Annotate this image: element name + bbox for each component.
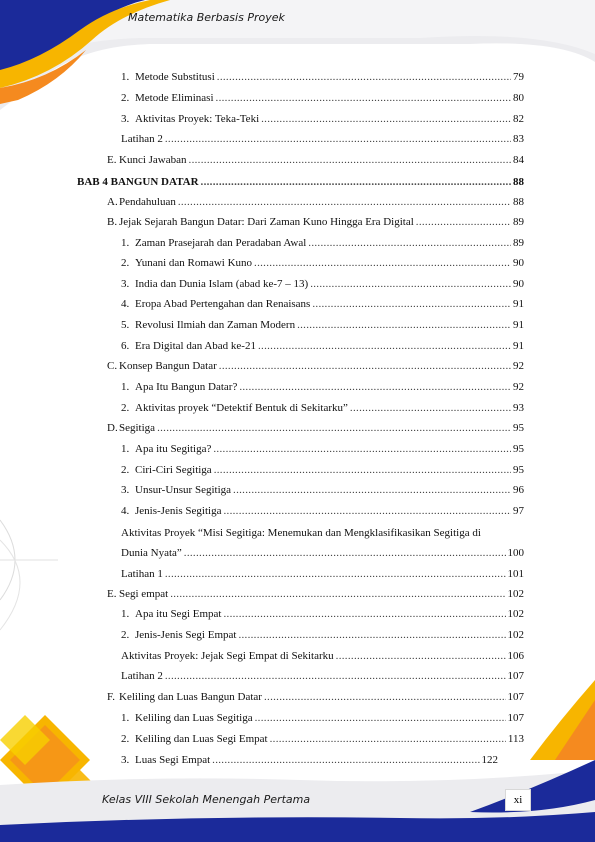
toc-number: 1.	[121, 71, 130, 83]
toc-title: Apa itu Segi Empat	[135, 608, 222, 620]
toc-title: Era Digital dan Abad ke-21	[135, 340, 256, 352]
toc-leader	[217, 71, 511, 84]
toc-page: 107	[507, 670, 524, 682]
toc-title: Jejak Sejarah Bangun Datar: Dari Zaman Kuno Hingga Era Digital	[119, 216, 414, 228]
toc-title: Yunani dan Romawi Kuno	[135, 257, 253, 269]
toc-leader	[416, 216, 511, 229]
toc-title: India dan Dunia Islam (abad ke-7 – 13)	[135, 278, 309, 290]
toc-row[interactable]	[121, 547, 524, 560]
toc-number: 2.	[121, 629, 130, 641]
toc-chapter-row[interactable]	[77, 176, 524, 189]
toc-leader	[212, 754, 479, 767]
toc-title: Revolusi Ilmiah dan Zaman Modern	[135, 319, 296, 331]
toc-page: 122	[481, 754, 498, 766]
toc-leader	[165, 670, 506, 683]
toc-row[interactable]	[121, 381, 524, 394]
toc-number: 4.	[121, 505, 130, 517]
toc-row[interactable]	[121, 733, 524, 746]
toc-page: 83	[513, 133, 524, 145]
toc-leader	[201, 176, 511, 189]
toc-page: 89	[513, 237, 524, 249]
toc-number: 6.	[121, 340, 130, 352]
toc-row[interactable]	[121, 319, 524, 332]
toc-number: E.	[107, 154, 117, 166]
toc-title: Segitiga	[119, 422, 156, 434]
toc-number: 1.	[121, 381, 130, 393]
toc-number: 2.	[121, 92, 130, 104]
toc-page: 107	[507, 712, 524, 724]
toc-page: 91	[513, 340, 524, 352]
toc-leader	[336, 650, 506, 663]
toc-page: 79	[513, 71, 524, 83]
toc-leader	[178, 196, 511, 209]
toc-title: Aktivitas Proyek: Jejak Segi Empat di Sekitarku	[121, 650, 334, 662]
toc-page: 100	[507, 547, 524, 559]
toc-number: 3.	[121, 754, 130, 766]
toc-page: 88	[513, 176, 524, 188]
toc-leader	[310, 278, 511, 291]
toc-page: 107	[507, 691, 524, 703]
toc-title: Keliling dan Luas Segi Empat	[135, 733, 268, 745]
header-title: Matematika Berbasis Proyek	[128, 11, 285, 24]
toc-row[interactable]	[121, 650, 524, 663]
toc-row[interactable]	[121, 92, 524, 105]
toc-number: F.	[107, 691, 115, 703]
toc-row[interactable]	[121, 402, 524, 415]
toc-title: Apa itu Segitiga?	[135, 443, 212, 455]
toc-leader	[255, 712, 506, 725]
toc-page: 113	[507, 733, 524, 745]
toc-number: 1.	[121, 712, 130, 724]
toc-chapter-title: BAB 4 BANGUN DATAR	[77, 176, 199, 188]
toc-title: Jenis-Jenis Segi Empat	[135, 629, 237, 641]
toc-number: 4.	[121, 298, 130, 310]
toc-row[interactable]	[121, 505, 524, 518]
toc-row[interactable]	[107, 154, 524, 167]
toc-row[interactable]	[107, 360, 524, 373]
toc-number: 1.	[121, 237, 130, 249]
toc-row[interactable]	[121, 278, 524, 291]
toc-leader	[258, 340, 511, 353]
toc-page: 95	[513, 464, 524, 476]
toc-title: Latihan 2	[121, 670, 163, 682]
toc-leader	[189, 154, 511, 167]
toc-number: C.	[107, 360, 118, 372]
toc-title: Segi empat	[119, 588, 169, 600]
toc-number: 2.	[121, 402, 130, 414]
toc-leader	[170, 588, 505, 601]
toc-page: 90	[513, 278, 524, 290]
toc-page: 80	[513, 92, 524, 104]
toc-page: 95	[513, 443, 524, 455]
toc-page: 106	[507, 650, 524, 662]
toc-row[interactable]	[121, 670, 524, 683]
toc-number: E.	[107, 588, 117, 600]
toc-title: Luas Segi Empat	[135, 754, 211, 766]
footer-text: Kelas VIII Sekolah Menengah Pertama	[102, 793, 311, 806]
toc-page: 88	[513, 196, 524, 208]
toc-title: Jenis-Jenis Segitiga	[135, 505, 222, 517]
toc-row[interactable]	[121, 298, 524, 311]
toc-title: Konsep Bangun Datar	[119, 360, 217, 372]
toc-title: Metode Eliminasi	[135, 92, 214, 104]
toc-row[interactable]	[107, 691, 524, 704]
toc-title: Zaman Prasejarah dan Peradaban Awal	[135, 237, 307, 249]
toc-number: 3.	[121, 278, 130, 290]
toc-leader	[264, 691, 506, 704]
toc-leader	[165, 568, 506, 581]
toc-number: 3.	[121, 113, 130, 125]
toc-number: 2.	[121, 733, 130, 745]
toc-leader	[216, 92, 511, 105]
toc-title: Unsur-Unsur Segitiga	[135, 484, 232, 496]
toc-page: 101	[507, 568, 524, 580]
toc-leader	[223, 505, 511, 518]
toc-row[interactable]	[121, 133, 524, 146]
toc-title: Aktivitas proyek “Detektif Bentuk di Sekitarku”	[135, 402, 348, 414]
page-number: xi	[505, 789, 531, 811]
toc-row[interactable]	[107, 216, 524, 229]
toc-page: 90	[513, 257, 524, 269]
toc-leader	[213, 443, 511, 456]
toc-page: 96	[513, 484, 524, 496]
toc-page: 89	[513, 216, 524, 228]
toc-title: Apa Itu Bangun Datar?	[135, 381, 238, 393]
toc-row[interactable]	[121, 71, 524, 84]
toc-page: 102	[507, 608, 524, 620]
toc-page: 91	[513, 319, 524, 331]
toc-leader	[308, 237, 511, 250]
toc-page: 84	[513, 154, 524, 166]
toc-title: Aktivitas Proyek: Teka-Teki	[135, 113, 260, 125]
toc-row[interactable]	[121, 712, 524, 725]
toc-leader	[254, 257, 511, 270]
toc-title: Keliling dan Luas Segitiga	[135, 712, 253, 724]
toc-title-line1[interactable]: Aktivitas Proyek “Misi Segitiga: Menemukan dan Mengklasifikasikan Segitiga di	[121, 527, 481, 539]
toc-row[interactable]	[107, 422, 524, 435]
toc-title: Pendahuluan	[119, 196, 176, 208]
toc-page: 95	[513, 422, 524, 434]
toc-number: 1.	[121, 443, 130, 455]
toc-leader	[219, 360, 511, 373]
toc-leader	[233, 484, 511, 497]
toc-title: Latihan 1	[121, 568, 163, 580]
toc-leader	[184, 547, 506, 560]
toc-leader	[223, 608, 505, 621]
toc-leader	[312, 298, 511, 311]
toc-row[interactable]	[107, 196, 524, 209]
toc-leader	[270, 733, 506, 746]
toc-title: Metode Substitusi	[135, 71, 215, 83]
toc-row[interactable]	[121, 464, 524, 477]
toc-page: 102	[507, 629, 524, 641]
toc-page: 93	[513, 402, 524, 414]
toc-row[interactable]	[121, 754, 498, 767]
toc-leader	[238, 629, 505, 642]
toc-title: Latihan 2	[121, 133, 163, 145]
toc-number: 5.	[121, 319, 130, 331]
toc-title: Kunci Jawaban	[119, 154, 187, 166]
toc-row[interactable]	[121, 113, 524, 126]
toc-row[interactable]	[121, 237, 524, 250]
toc-title: Dunia Nyata”	[121, 547, 182, 559]
toc-number: A.	[107, 196, 118, 208]
toc-title: Ciri-Ciri Segitiga	[135, 464, 212, 476]
toc-number: 2.	[121, 464, 130, 476]
toc-row[interactable]	[107, 588, 524, 601]
toc-row[interactable]	[121, 568, 524, 581]
toc-row[interactable]	[121, 629, 524, 642]
toc-page: 92	[513, 381, 524, 393]
toc-number: D.	[107, 422, 118, 434]
toc-number: 2.	[121, 257, 130, 269]
toc-leader	[157, 422, 511, 435]
toc-number: 1.	[121, 608, 130, 620]
toc-page: 91	[513, 298, 524, 310]
toc-leader	[239, 381, 511, 394]
toc-title: Keliling dan Luas Bangun Datar	[119, 691, 262, 703]
toc-leader	[261, 113, 511, 126]
toc-leader	[350, 402, 511, 415]
toc-leader	[165, 133, 511, 146]
toc-row[interactable]	[121, 484, 524, 497]
toc-number: B.	[107, 216, 118, 228]
toc-number: 3.	[121, 484, 130, 496]
toc-leader	[297, 319, 511, 332]
toc-row[interactable]	[121, 443, 524, 456]
toc-row[interactable]	[121, 340, 524, 353]
toc-row[interactable]	[121, 257, 524, 270]
toc-row[interactable]	[121, 608, 524, 621]
toc-page: 82	[513, 113, 524, 125]
toc-page: 92	[513, 360, 524, 372]
toc-title: Eropa Abad Pertengahan dan Renaisans	[135, 298, 311, 310]
toc-leader	[214, 464, 511, 477]
toc-page: 102	[507, 588, 524, 600]
toc-page: 97	[513, 505, 524, 517]
